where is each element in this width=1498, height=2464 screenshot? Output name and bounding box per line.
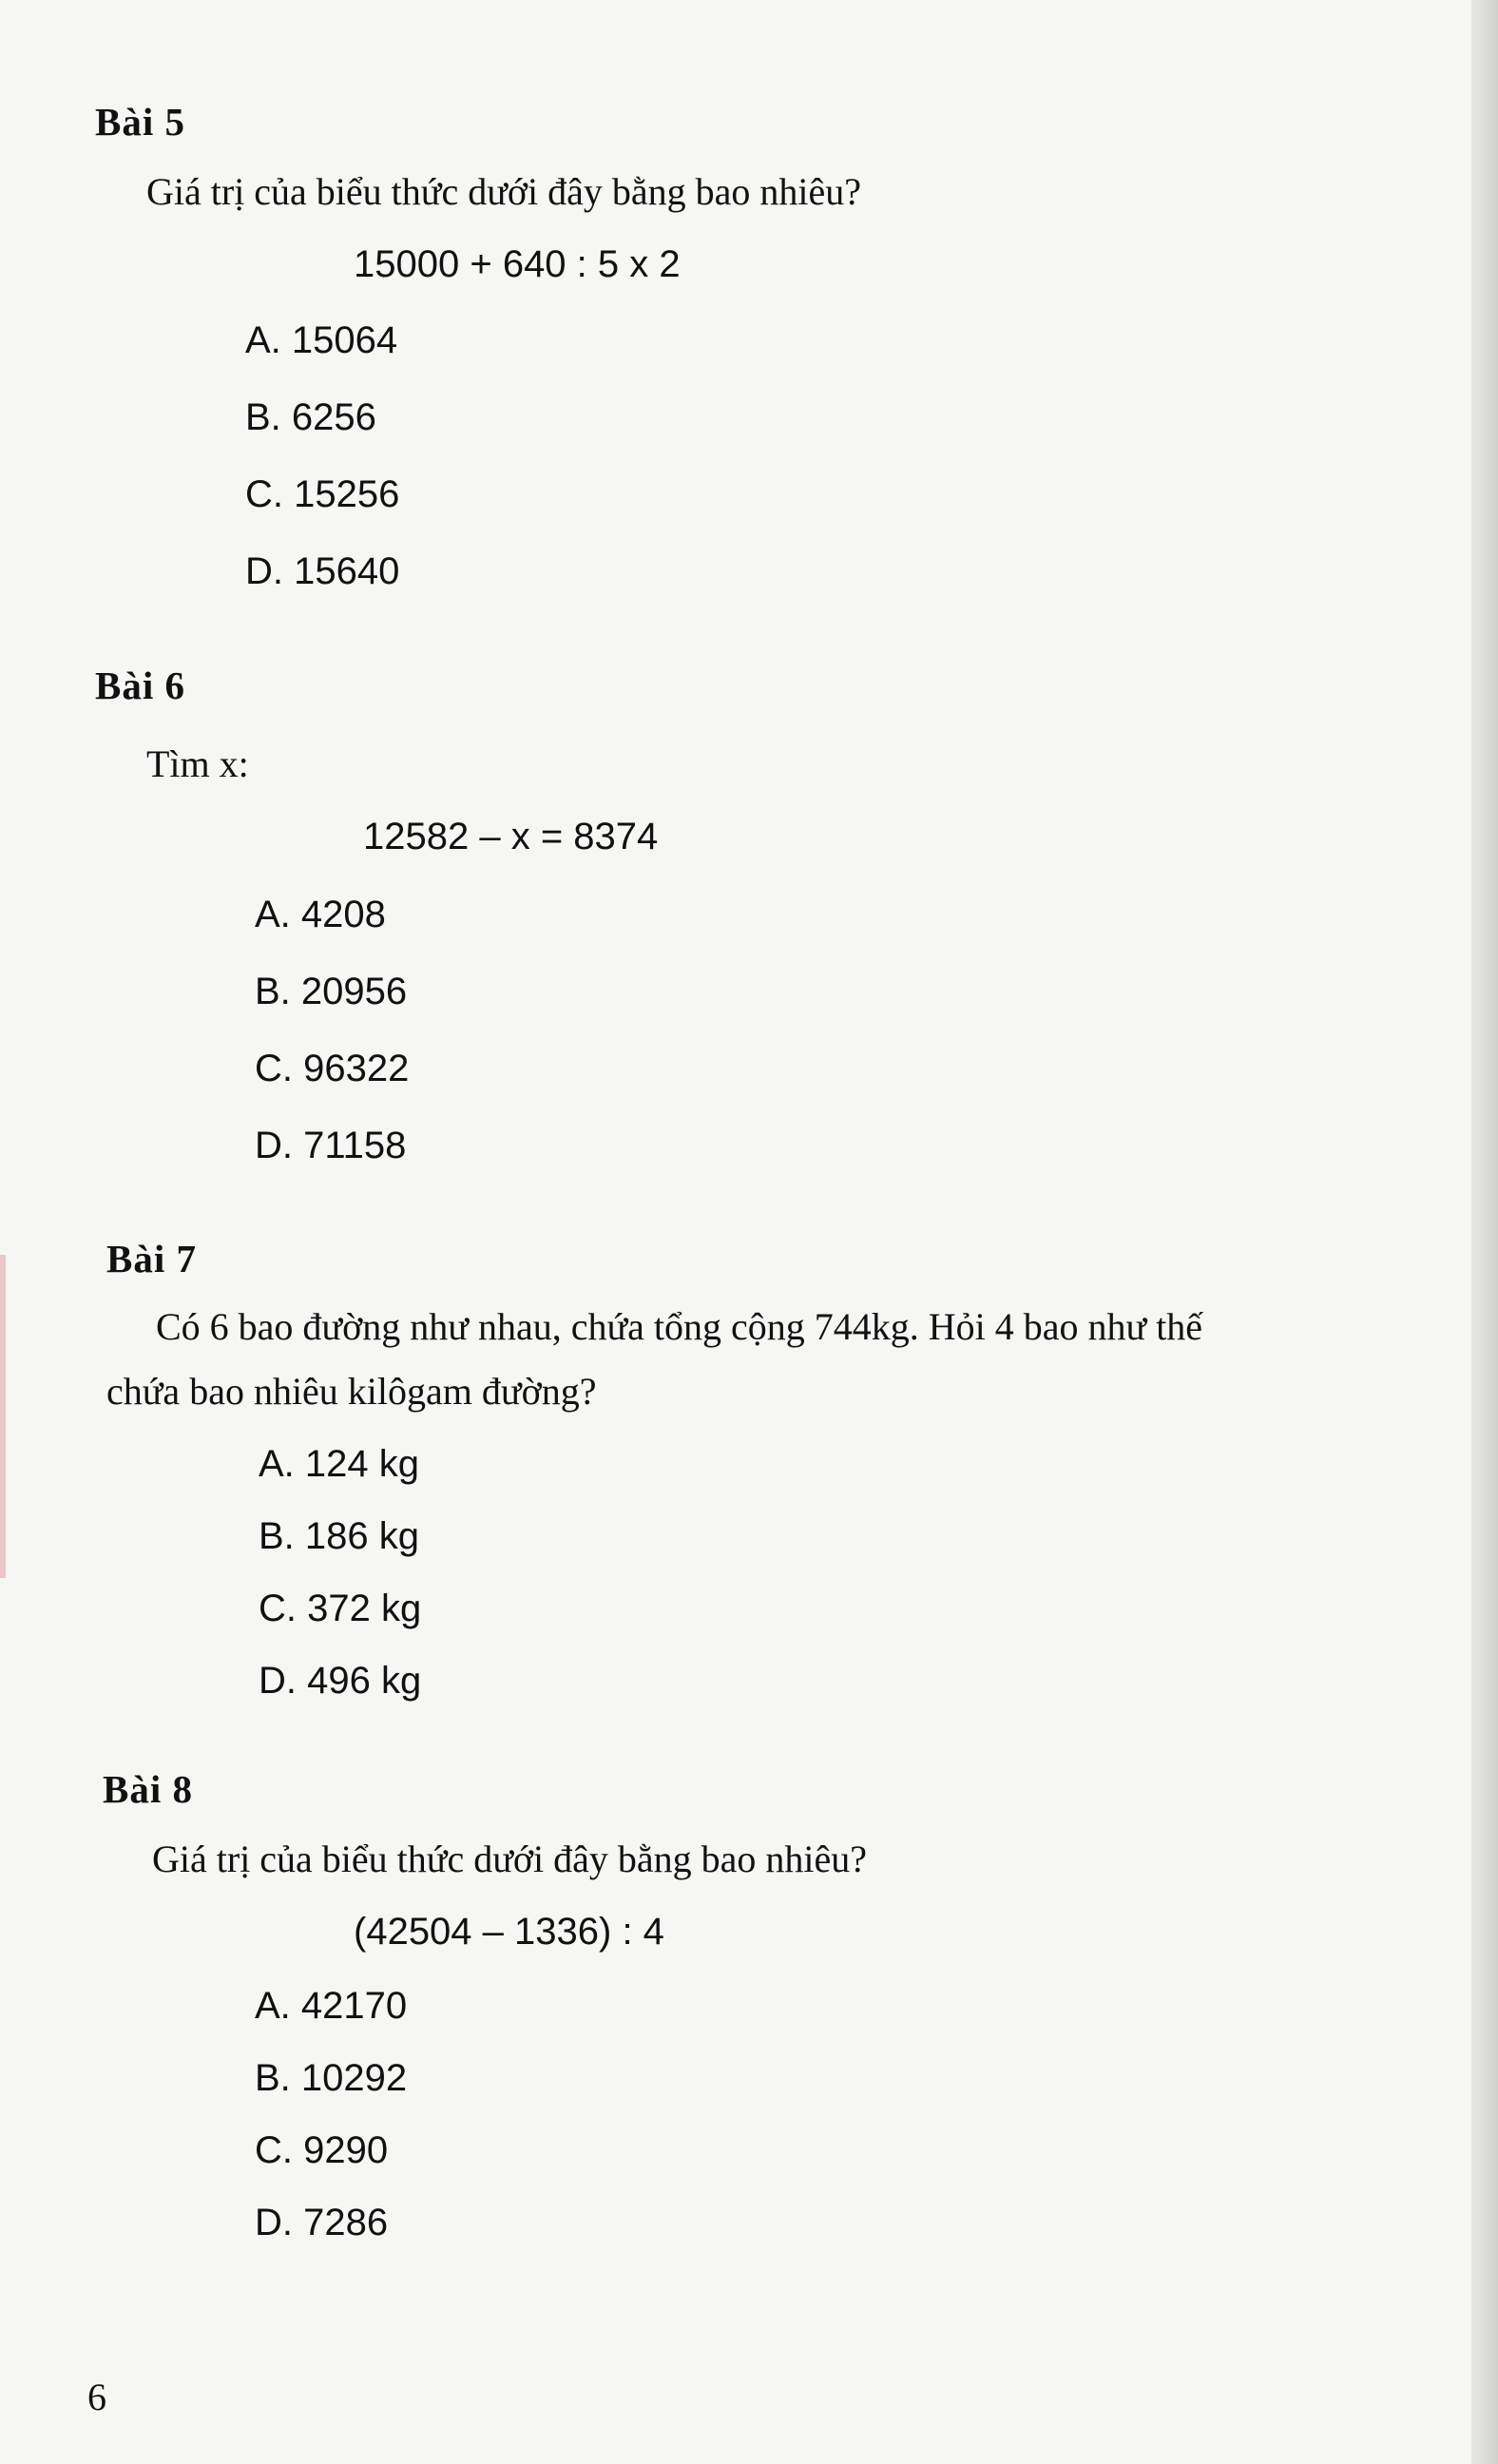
problem-6-option-a: A. 4208	[255, 894, 386, 935]
problem-5-question: Giá trị của biểu thức dưới đây bằng bao nhiêu?	[146, 170, 862, 213]
problem-7-option-a: A. 124 kg	[259, 1443, 420, 1485]
problem-7-question-line-1: Có 6 bao đường như nhau, chứa tổng cộng 744kg. Hỏi 4 bao như thế	[156, 1305, 1203, 1348]
problem-8-title: Bài 8	[103, 1767, 193, 1811]
problem-7-title: Bài 7	[106, 1237, 197, 1280]
problem-6-expression: 12582 – x = 8374	[363, 816, 659, 857]
problem-5-option-a: A. 15064	[245, 319, 398, 361]
problem-8-question: Giá trị của biểu thức dưới đây bằng bao nhiêu?	[152, 1838, 868, 1880]
page-margin-mark	[0, 1255, 6, 1578]
problem-6-title: Bài 6	[95, 664, 185, 707]
problem-6-question: Tìm x:	[146, 742, 249, 785]
problem-5-title: Bài 5	[95, 100, 185, 144]
problem-8-option-d: D. 7286	[255, 2202, 389, 2243]
problem-5-option-d: D. 15640	[245, 550, 400, 592]
problem-6-option-d: D. 71158	[255, 1125, 407, 1166]
page-number: 6	[87, 2376, 106, 2418]
page-edge-shadow	[1471, 0, 1498, 2464]
problem-7-option-b: B. 186 kg	[259, 1515, 420, 1557]
problem-6-option-b: B. 20956	[255, 971, 408, 1012]
problem-7-option-c: C. 372 kg	[259, 1588, 422, 1629]
problem-5-option-b: B. 6256	[245, 396, 376, 438]
problem-8-option-b: B. 10292	[255, 2057, 408, 2099]
problem-8-expression: (42504 – 1336) : 4	[354, 1911, 664, 1953]
problem-5-option-c: C. 15256	[245, 473, 400, 515]
problem-5-expression: 15000 + 640 : 5 x 2	[354, 243, 681, 285]
problem-8-option-c: C. 9290	[255, 2129, 389, 2171]
problem-8-option-a: A. 42170	[255, 1985, 408, 2027]
problem-7-question-line-2: chứa bao nhiêu kilôgam đường?	[106, 1370, 597, 1413]
problem-7-option-d: D. 496 kg	[259, 1660, 422, 1702]
problem-6-option-c: C. 96322	[255, 1048, 410, 1089]
